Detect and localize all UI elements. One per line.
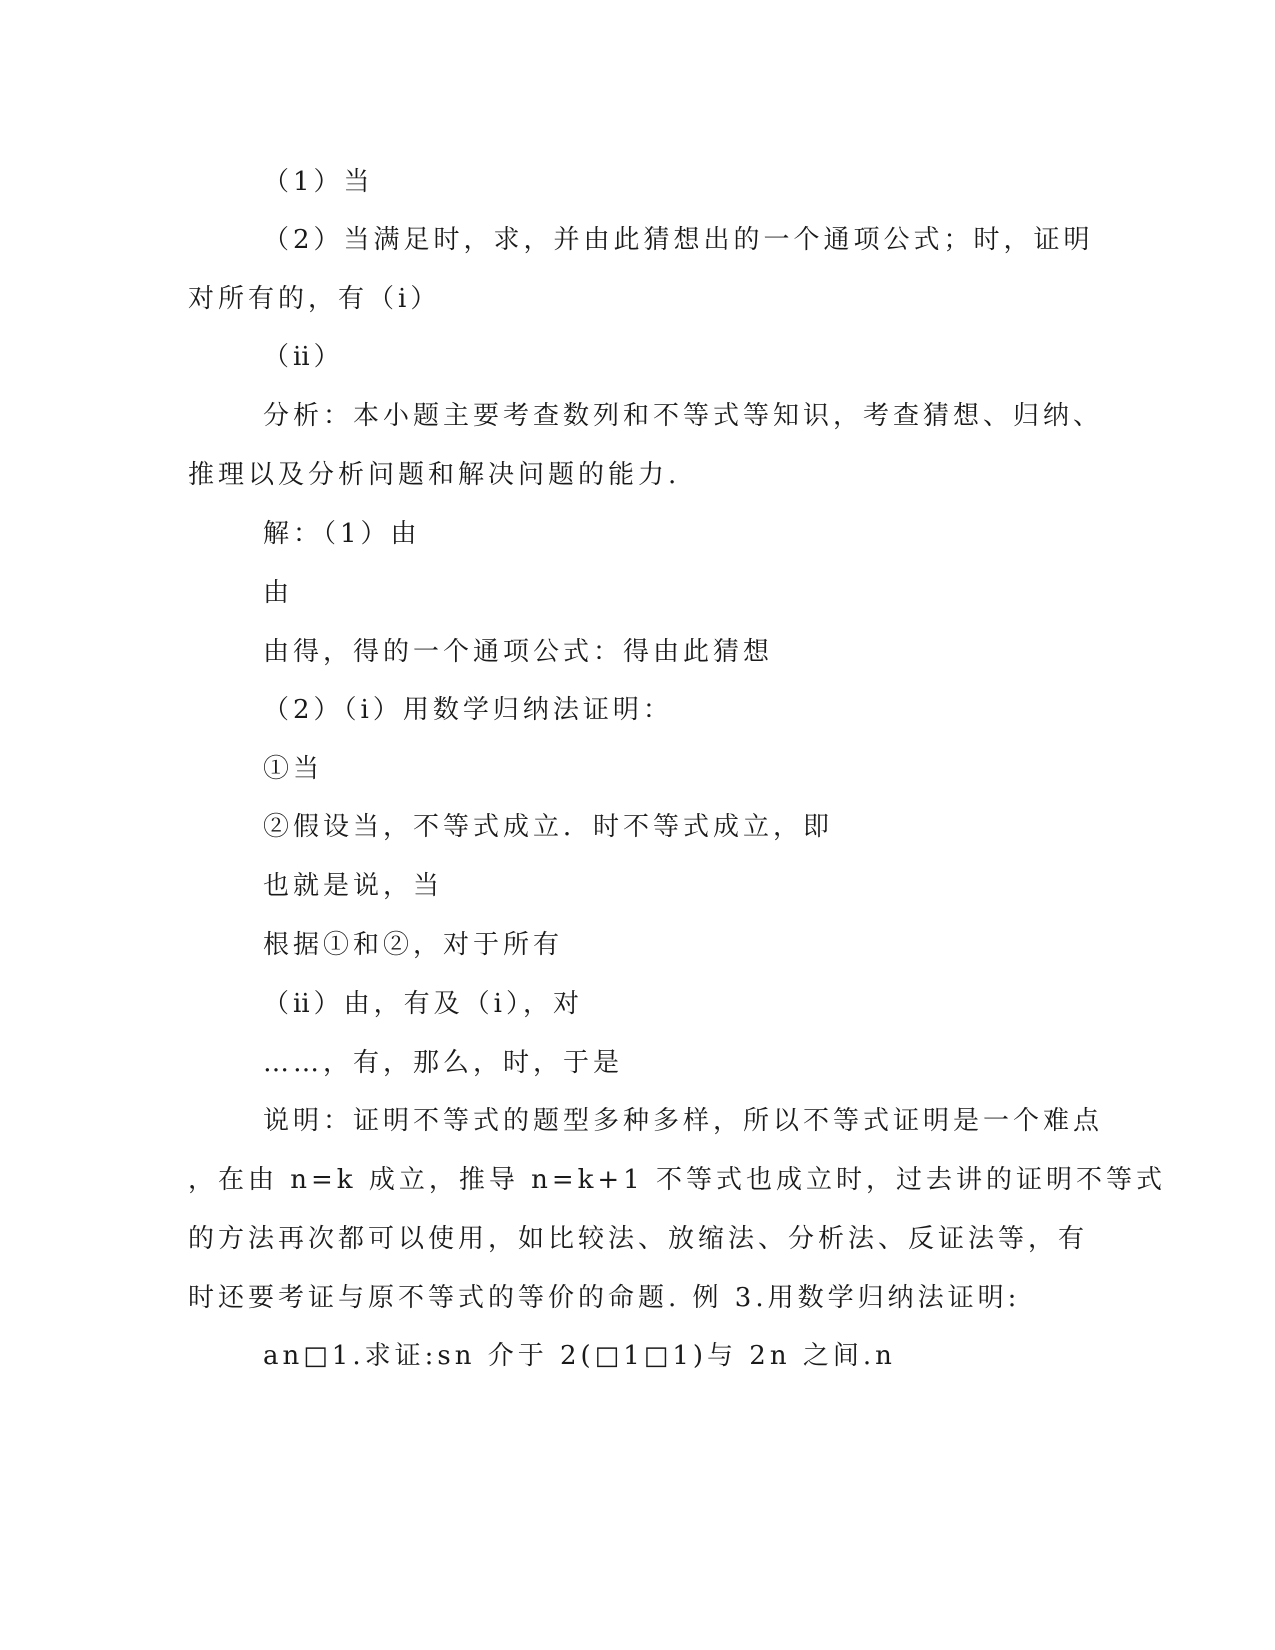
text-line: an□1.求证:sn 介于 2(□1□1)与 2n 之间.n xyxy=(263,1341,896,1371)
text-line: ②假设当，不等式成立．时不等式成立，即 xyxy=(263,812,834,842)
text-line: （2）（ⅰ）用数学归纳法证明： xyxy=(263,695,673,725)
text-line: 的方法再次都可以使用，如比较法、放缩法、分析法、反证法等，有 xyxy=(188,1224,1089,1254)
text-line: 对所有的，有（ⅰ） xyxy=(188,284,441,314)
text-line: 由 xyxy=(263,578,294,608)
text-line: 说明：证明不等式的题型多种多样，所以不等式证明是一个难点 xyxy=(263,1106,1104,1136)
text-line: （ⅱ）由，有及（ⅰ），对 xyxy=(263,989,583,1019)
text-line: （ⅱ） xyxy=(263,342,344,372)
text-line: 根据①和②，对于所有 xyxy=(263,930,564,960)
text-line: 由得，得的一个通项公式：得由此猜想 xyxy=(263,637,774,667)
text-line: （2）当满足时，求，并由此猜想出的一个通项公式；时，证明 xyxy=(263,225,1094,255)
text-line: ①当 xyxy=(263,754,324,784)
text-line: ，在由 n=k 成立，推导 n=k+1 不等式也成立时，过去讲的证明不等式 xyxy=(188,1165,1166,1195)
text-line: 解：（1）由 xyxy=(263,519,421,549)
text-line: 时还要考证与原不等式的等价的命题. 例 3.用数学归纳法证明: xyxy=(188,1283,1021,1313)
text-line: 分析：本小题主要考查数列和不等式等知识，考查猜想、归纳、 xyxy=(263,401,1104,431)
text-line: 推理以及分析问题和解决问题的能力. xyxy=(188,460,681,490)
text-line: ……，有，那么，时，于是 xyxy=(263,1048,624,1078)
text-line: 也就是说，当 xyxy=(263,871,444,901)
text-line: （1）当 xyxy=(263,167,374,197)
